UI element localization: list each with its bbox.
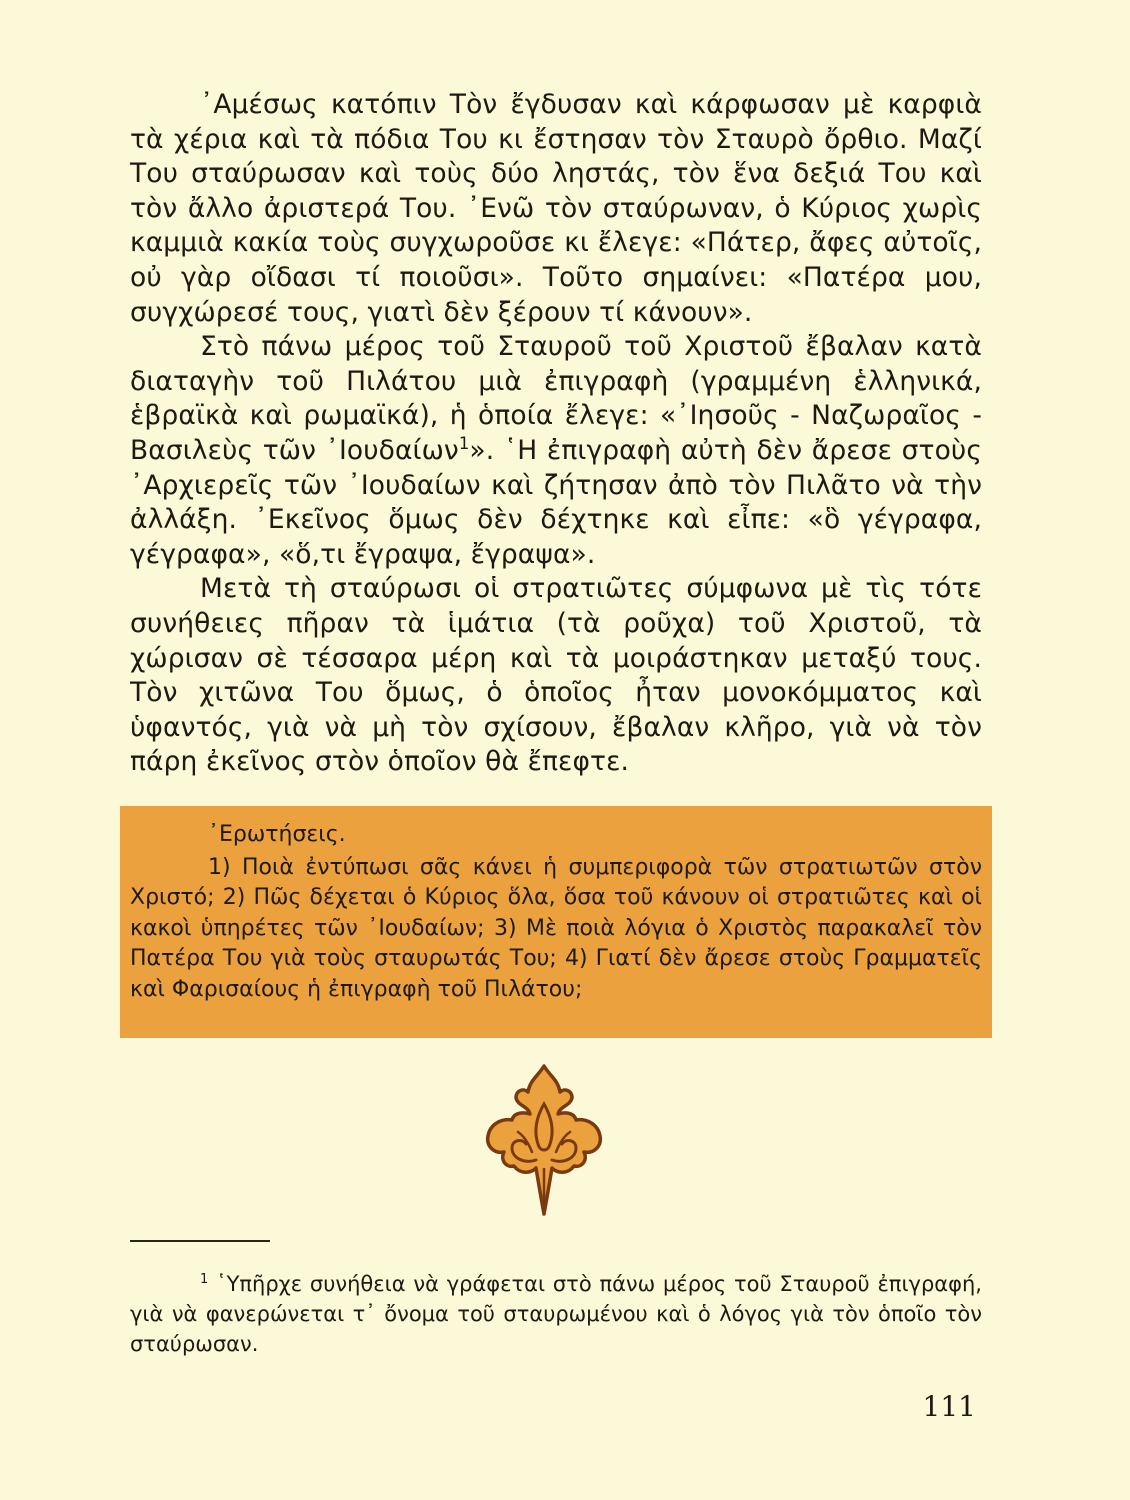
questions-content [130,820,982,1005]
page-number: 111 [922,1390,976,1423]
paragraph-crucifixion: ᾿Αμέσως κατόπιν Τὸν ἔγδυσαν καὶ κάρφωσαν μὲ καρφιὰ τὰ χέρια καὶ τὰ πόδια Του κι ἔστησαν τὸν Σταυρὸ ὄρθιο. Μαζί Του σταύρωσαν καὶ τοὺς δύο ληστάς, τὸν ἕνα δεξιά Του καὶ τὸν ἄλλο ἀριστερά Του. ᾿Ενῶ τὸν σταύρωναν, ὁ Κύριος χωρὶς καμμιὰ κακία τοὺς συγχωροῦσε κι ἔλεγε: «Πάτερ, ἄφες αὐτοῖς, οὐ γὰρ οἴδασι τί ποιοῦσι». Τοῦτο σημαίνει: «Πατέρα μου, συγχώρεσέ τους, γιατὶ δὲν ξέρουν τί κάνουν». [130,89,982,328]
footnote [130,1269,982,1359]
footnote-mark: 1 [200,1272,209,1287]
paragraph-inscription-part-1: Στὸ πάνω μέρος τοῦ Σταυροῦ τοῦ Χριστοῦ ἔβαλαν κατὰ διαταγὴν τοῦ Πιλάτου μιὰ ἐπιγραφὴ (γραμμένη ἑλληνικά, ἑβραϊκὰ καὶ ρωμαϊκά), ἡ ὁποία ἔλεγε: «᾿Ιησοῦς - Ναζωραῖος - Βασιλεὺς τῶν ᾿Ιουδαίων [130,331,982,466]
paragraph-garments: Μετὰ τὴ σταύρωσι οἱ στρατιῶτες σύμφωνα μὲ τὶς τότε συνήθειες πῆραν τὰ ἱμάτια (τὰ ροῦχα) τοῦ Χριστοῦ, τὰ χώρισαν σὲ τέσσαρα μέρη καὶ τὰ μοιράστηκαν μεταξύ τους. Τὸν χιτῶνα Του ὅμως, ὁ ὁποῖος ἦταν μονοκόμματος καὶ ὑφαντός, γιὰ νὰ μὴ τὸν σχίσουν, ἔβαλαν κλῆρο, γιὰ νὰ τὸν πάρη ἐκεῖνος στὸν ὁποῖον θὰ ἔπεφτε. [130,573,982,778]
questions-box [120,806,992,1038]
paragraph-inscription [130,330,982,572]
leaf-ornament-icon [478,1062,610,1218]
main-text [130,88,982,780]
questions-text: 1) Ποιὰ ἐντύπωσι σᾶς κάνει ἡ συμπεριφορὰ τῶν στρατιωτῶν στὸν Χριστό; 2) Πῶς δέχεται ὁ Κύριος ὅλα, ὅσα τοῦ κάνουν οἱ στρατιῶτες καὶ οἱ κακοὶ ὑπηρέτες τῶν ᾿Ιουδαίων; 3) Μὲ ποιὰ λόγια ὁ Χριστὸς παρακαλεῖ τὸν Πατέρα Του γιὰ τοὺς σταυρωτάς Του; 4) Γιατί δὲν ἄρεσε στοὺς Γραμματεῖς καὶ Φαρισαίους ἡ ἐπιγραφὴ τοῦ Πιλάτου; [130,854,982,1002]
questions-title: ᾿Ερωτήσεις. [208,822,346,847]
footnote-text: ῾Υπῆρχε συνήθεια νὰ γράφεται στὸ πάνω μέρος τοῦ Σταυροῦ ἐπιγραφή, γιὰ νὰ φανερώνεται τ᾿ ὄνομα τοῦ σταυρωμένου καὶ ὁ λόγος γιὰ τὸν ὁποῖο τὸν σταύρωσαν. [130,1272,982,1356]
footnote-separator [130,1240,270,1242]
footnote-reference[interactable]: 1 [458,434,470,454]
paragraph-inscription-part-2: ». ῾Η ἐπιγραφὴ αὐτὴ δὲν ἄρεσε στοὺς ᾿Αρχιερεῖς τῶν ᾿Ιουδαίων καὶ ζήτησαν ἀπὸ τὸν Πιλᾶτο νὰ τὴν ἀλλάξη. ᾿Εκεῖνος ὅμως δὲν δέχτηκε καὶ εἶπε: «ὃ γέγραφα, γέγραφα», «ὅ,τι ἔγραψα, ἔγραψα». [130,434,982,570]
